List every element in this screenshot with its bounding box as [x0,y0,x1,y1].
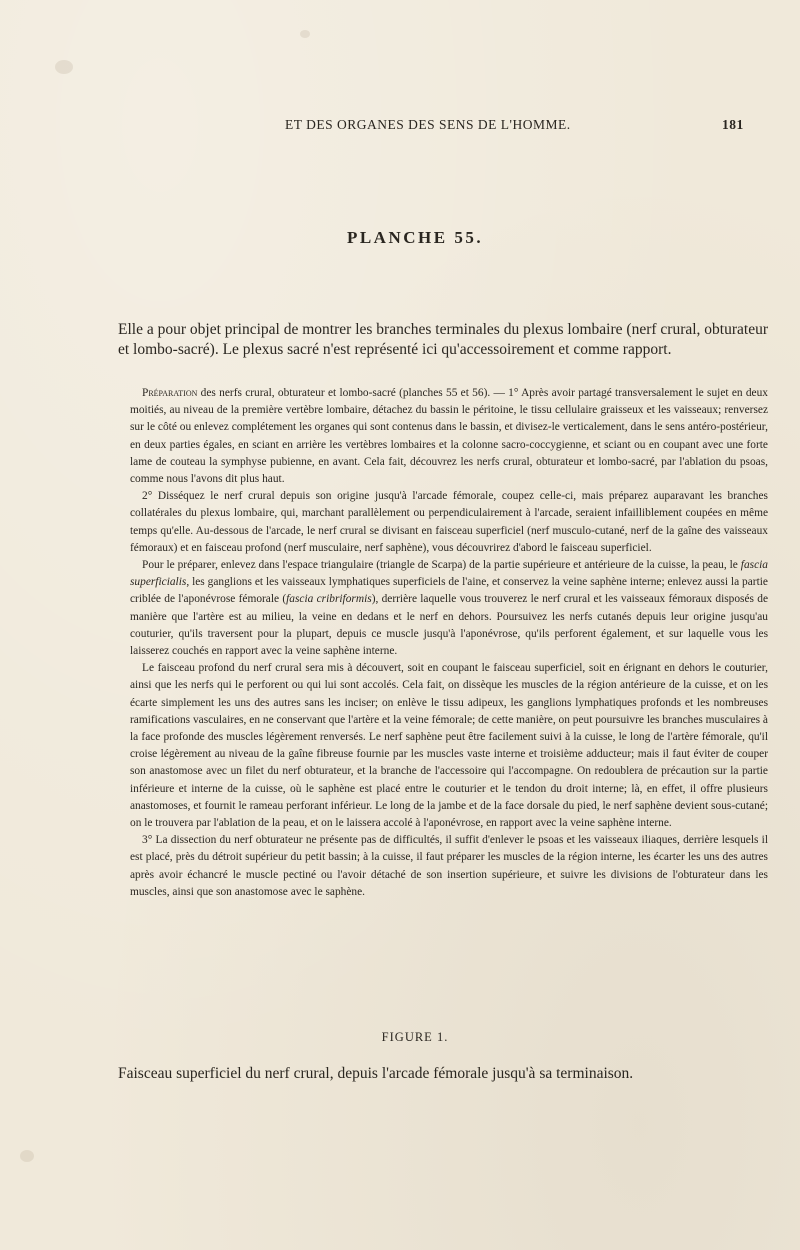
paragraph-text: ), derrière laquelle vous trouverez le nerf crural et les vaisseaux fémoraux disposés de manière que l'artère est au milieu, la veine en dedans et le nerf en dehors. Poursuivez les nerfs cutanés depuis leur origine jusqu'au couturier, qu'ils traversent pour la plupart, depuis ce muscle jusqu'à l'aponévrose, qu'ils perforent également, et sur laquelle vous les laisserez couchés en rapport avec la veine saphène interne. [130,593,768,658]
figure-caption: Faisceau superficiel du nerf crural, depuis l'arcade fémorale jusqu'à sa terminaison. [118,1065,634,1082]
lead-word: Préparation [142,387,198,399]
paper-stain [20,1150,34,1162]
paragraph [130,385,768,488]
paragraph: Le faisceau profond du nerf crural sera mis à découvert, soit en coupant le faisceau superficiel, soit en érignant en dehors le couturier, ainsi que les nerfs qui le perforent ou qui lui sont accolés. Cela fait, on dissèque les muscles de la région antérieure de la cuisse, et on les écarte simplement les uns des autres sans les inciser; on enlève le tissu adipeux, les ganglions lymphatiques profonds et les nombreuses ramifications vasculaires, en ne conservant que l'artère et la veine fémorale; de cette manière, on peut poursuivre les branches musculaires à la face profonde des muscles légèrement renversés. Le nerf saphène peut être facilement suivi à la cuisse, le long de l'artère fémorale, qu'il croise légèrement au niveau de la gaîne fibreuse fournie par les muscles vaste interne et troisième adducteur; mais il faut éviter de couper son anastomose avec un filet du nerf obturateur, et la branche de l'accessoire qui l'accompagne. On redoublera de précaution sur la partie inférieure et interne de la cuisse, où le saphène est placé entre le couturier et le tendon du droit interne; là, en effet, il offre plusieurs anastomoses, et fournit le rameau perforant inférieur. Le long de la jambe et de la face dorsale du pied, le nerf saphène devient sous-cutané; on le trouvera par l'ablation de la peau, et on le laissera accolé à l'aponévrose, en rapport avec la veine saphène interne. [130,662,768,830]
paragraph: 2° Disséquez le nerf crural depuis son origine jusqu'à l'arcade fémorale, coupez celle-ci, mais préparez auparavant les branches collatérales du plexus lombaire, qui, marchant parallèlement ou perpendiculairement à l'arcade, seraient infailliblement coupées en même temps qu'elle. Au-dessous de l'arcade, le nerf crural se divisant en faisceau superficiel (nerf musculo-cutané, nerf de la gaîne des vaisseaux fémoraux) et en faisceau profond (nerf musculaire, nerf saphène), vous découvrirez d'abord le faisceau superficiel. [130,490,768,554]
paragraph-text: des nerfs crural, obturateur et lombo-sacré (planches 55 et 56). — 1° Après avoir partagé transversalement le sujet en deux moitiés, au niveau de la première vertèbre lombaire, détachez du bassin le péritoine, le tissu cellulaire graisseux et les vaisseaux; renversez sur le côté ou enlevez complétement les organes qui sont contenus dans le bassin, et divisez-le verticalement, dans le sens antéro-postérieur, en deux parties égales, en sciant en arrière les vertèbres lombaires et la colonne sacro-coccygienne, et sciant ou en coupant avec une forte lame de couteau la symphyse pubienne, en avant. Cela fait, découvrez les nerfs crural, obturateur et lombo-sacré, par l'ablation du psoas, comme nous l'avons dit plus haut. [130,387,768,486]
plate-prefix: PLANCHE [346,228,448,247]
italic-term: fascia superficialis [130,559,768,589]
italic-term: fascia cribriformis [286,593,372,606]
body-text [130,385,768,901]
plate-number: 55. [454,228,484,247]
paragraph: 3° La dissection du nerf obturateur ne présente pas de difficultés, il suffit d'enlever le psoas et les vaisseaux iliaques, derrière lesquels il est placé, près du détroit supérieur du petit bassin; à la cuisse, il faut préparer les muscles de la région interne, les écarter les uns des autres après avoir échancré le muscle pectiné ou l'avoir détaché de son insertion supérieure, et suivre les divisions de l'obturateur dans les muscles, ainsi que son anastomose avec le saphène. [130,834,768,898]
page-number: 181 [722,117,744,132]
paragraph-text: Pour le préparer, enlevez dans l'espace triangulaire (triangle de Scarpa) de la partie supérieure et antérieure de la cuisse, la peau, le [142,559,741,572]
paragraph-text: , les ganglions et les vaisseaux lymphatiques superficiels de l'aine, et conservez la veine saphène interne; enlevez aussi la partie criblée de l'aponévrose fémorale ( [130,576,768,606]
paragraph [130,557,768,660]
plate-heading [0,228,800,248]
running-head [0,117,800,137]
running-title: ET DES ORGANES DES SENS DE L'HOMME. [285,117,571,132]
figure-label: FIGURE 1. [381,1030,449,1044]
paper-stain [55,60,73,74]
paper-stain [300,30,310,38]
intro-paragraph: Elle a pour objet principal de montrer les branches terminales du plexus lombaire (nerf crural, obturateur et lombo-sacré). Le plexus sacré n'est représenté ici qu'accessoirement et comme rapport. [118,321,768,358]
